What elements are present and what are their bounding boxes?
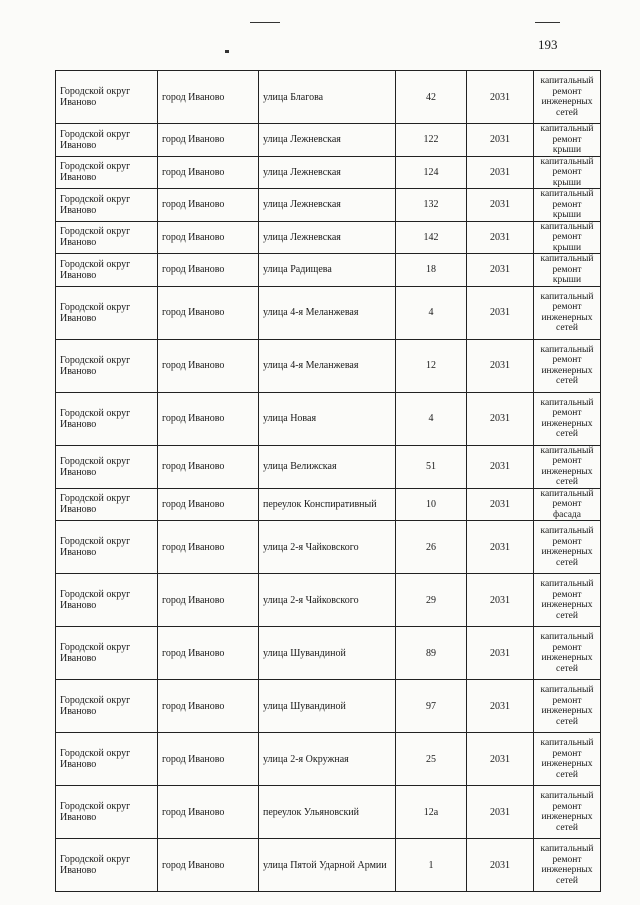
work-type-cell: капитальный ремонт инженерных сетей xyxy=(534,574,601,627)
house-number-cell: 142 xyxy=(396,221,467,254)
year-cell: 2031 xyxy=(467,392,534,445)
year-cell: 2031 xyxy=(467,627,534,680)
city-cell: город Иваново xyxy=(158,839,259,892)
city-cell: город Иваново xyxy=(158,521,259,574)
district-cell: Городской округ Иваново xyxy=(56,156,158,189)
year-cell: 2031 xyxy=(467,156,534,189)
street-cell: улица Велижская xyxy=(259,445,396,488)
house-number-cell: 122 xyxy=(396,124,467,157)
district-cell: Городской округ Иваново xyxy=(56,254,158,287)
year-cell: 2031 xyxy=(467,221,534,254)
city-cell: город Иваново xyxy=(158,156,259,189)
table-row xyxy=(56,254,601,287)
district-cell: Городской округ Иваново xyxy=(56,221,158,254)
street-cell: переулок Конспиративный xyxy=(259,488,396,521)
house-number-cell: 4 xyxy=(396,392,467,445)
district-cell: Городской округ Иваново xyxy=(56,786,158,839)
city-cell: город Иваново xyxy=(158,254,259,287)
year-cell: 2031 xyxy=(467,286,534,339)
work-type-cell: капитальный ремонт крыши xyxy=(534,221,601,254)
street-cell: улица Лежневская xyxy=(259,124,396,157)
year-cell: 2031 xyxy=(467,488,534,521)
street-cell: улица Новая xyxy=(259,392,396,445)
work-type-cell: капитальный ремонт инженерных сетей xyxy=(534,445,601,488)
work-type-cell: капитальный ремонт инженерных сетей xyxy=(534,839,601,892)
table-row xyxy=(56,574,601,627)
housing-registry-table xyxy=(55,70,601,892)
district-cell: Городской округ Иваново xyxy=(56,680,158,733)
work-type-cell: капитальный ремонт крыши xyxy=(534,189,601,222)
city-cell: город Иваново xyxy=(158,286,259,339)
street-cell: улица Шувандиной xyxy=(259,680,396,733)
table-row xyxy=(56,156,601,189)
district-cell: Городской округ Иваново xyxy=(56,574,158,627)
district-cell: Городской округ Иваново xyxy=(56,445,158,488)
house-number-cell: 132 xyxy=(396,189,467,222)
city-cell: город Иваново xyxy=(158,627,259,680)
table-row xyxy=(56,839,601,892)
year-cell: 2031 xyxy=(467,521,534,574)
city-cell: город Иваново xyxy=(158,189,259,222)
district-cell: Городской округ Иваново xyxy=(56,189,158,222)
city-cell: город Иваново xyxy=(158,221,259,254)
work-type-cell: капитальный ремонт инженерных сетей xyxy=(534,733,601,786)
district-cell: Городской округ Иваново xyxy=(56,286,158,339)
table-row xyxy=(56,627,601,680)
scan-mark xyxy=(535,22,560,23)
table-row xyxy=(56,445,601,488)
registry-body xyxy=(56,71,601,892)
work-type-cell: капитальный ремонт инженерных сетей xyxy=(534,521,601,574)
street-cell: улица Шувандиной xyxy=(259,627,396,680)
street-cell: переулок Ульяновский xyxy=(259,786,396,839)
work-type-cell: капитальный ремонт инженерных сетей xyxy=(534,392,601,445)
district-cell: Городской округ Иваново xyxy=(56,71,158,124)
city-cell: город Иваново xyxy=(158,733,259,786)
district-cell: Городской округ Иваново xyxy=(56,392,158,445)
house-number-cell: 25 xyxy=(396,733,467,786)
city-cell: город Иваново xyxy=(158,680,259,733)
city-cell: город Иваново xyxy=(158,339,259,392)
work-type-cell: капитальный ремонт инженерных сетей xyxy=(534,786,601,839)
year-cell: 2031 xyxy=(467,839,534,892)
house-number-cell: 29 xyxy=(396,574,467,627)
street-cell: улица Лежневская xyxy=(259,189,396,222)
year-cell: 2031 xyxy=(467,71,534,124)
city-cell: город Иваново xyxy=(158,71,259,124)
work-type-cell: капитальный ремонт инженерных сетей xyxy=(534,71,601,124)
district-cell: Городской округ Иваново xyxy=(56,839,158,892)
table-row xyxy=(56,786,601,839)
city-cell: город Иваново xyxy=(158,124,259,157)
house-number-cell: 4 xyxy=(396,286,467,339)
street-cell: улица Лежневская xyxy=(259,221,396,254)
house-number-cell: 51 xyxy=(396,445,467,488)
house-number-cell: 1 xyxy=(396,839,467,892)
house-number-cell: 12а xyxy=(396,786,467,839)
district-cell: Городской округ Иваново xyxy=(56,733,158,786)
table-row xyxy=(56,392,601,445)
house-number-cell: 10 xyxy=(396,488,467,521)
table-row xyxy=(56,488,601,521)
street-cell: улица 4-я Меланжевая xyxy=(259,339,396,392)
street-cell: улица Пятой Ударной Армии xyxy=(259,839,396,892)
work-type-cell: капитальный ремонт инженерных сетей xyxy=(534,680,601,733)
district-cell: Городской округ Иваново xyxy=(56,124,158,157)
work-type-cell: капитальный ремонт крыши xyxy=(534,156,601,189)
work-type-cell: капитальный ремонт крыши xyxy=(534,124,601,157)
work-type-cell: капитальный ремонт инженерных сетей xyxy=(534,286,601,339)
street-cell: улица Радищева xyxy=(259,254,396,287)
table-row xyxy=(56,71,601,124)
street-cell: улица 2-я Окружная xyxy=(259,733,396,786)
table-row xyxy=(56,189,601,222)
year-cell: 2031 xyxy=(467,786,534,839)
scan-mark xyxy=(250,22,280,23)
street-cell: улица 2-я Чайковского xyxy=(259,574,396,627)
page-number: 193 xyxy=(538,37,558,52)
work-type-cell: капитальный ремонт инженерных сетей xyxy=(534,339,601,392)
house-number-cell: 97 xyxy=(396,680,467,733)
house-number-cell: 12 xyxy=(396,339,467,392)
street-cell: улица Лежневская xyxy=(259,156,396,189)
city-cell: город Иваново xyxy=(158,392,259,445)
house-number-cell: 89 xyxy=(396,627,467,680)
table-row xyxy=(56,339,601,392)
year-cell: 2031 xyxy=(467,189,534,222)
street-cell: улица Благова xyxy=(259,71,396,124)
house-number-cell: 18 xyxy=(396,254,467,287)
work-type-cell: капитальный ремонт крыши xyxy=(534,254,601,287)
work-type-cell: капитальный ремонт инженерных сетей xyxy=(534,627,601,680)
year-cell: 2031 xyxy=(467,124,534,157)
district-cell: Городской округ Иваново xyxy=(56,488,158,521)
street-cell: улица 2-я Чайковского xyxy=(259,521,396,574)
year-cell: 2031 xyxy=(467,254,534,287)
table-row xyxy=(56,733,601,786)
house-number-cell: 42 xyxy=(396,71,467,124)
city-cell: город Иваново xyxy=(158,488,259,521)
table-row xyxy=(56,521,601,574)
district-cell: Городской округ Иваново xyxy=(56,627,158,680)
table-row xyxy=(56,680,601,733)
year-cell: 2031 xyxy=(467,733,534,786)
city-cell: город Иваново xyxy=(158,786,259,839)
table-row xyxy=(56,286,601,339)
city-cell: город Иваново xyxy=(158,574,259,627)
street-cell: улица 4-я Меланжевая xyxy=(259,286,396,339)
house-number-cell: 26 xyxy=(396,521,467,574)
district-cell: Городской округ Иваново xyxy=(56,339,158,392)
table-row xyxy=(56,124,601,157)
year-cell: 2031 xyxy=(467,680,534,733)
table-row xyxy=(56,221,601,254)
city-cell: город Иваново xyxy=(158,445,259,488)
work-type-cell: капитальный ремонт фасада xyxy=(534,488,601,521)
district-cell: Городской округ Иваново xyxy=(56,521,158,574)
year-cell: 2031 xyxy=(467,574,534,627)
scan-mark xyxy=(225,50,229,53)
year-cell: 2031 xyxy=(467,445,534,488)
house-number-cell: 124 xyxy=(396,156,467,189)
year-cell: 2031 xyxy=(467,339,534,392)
